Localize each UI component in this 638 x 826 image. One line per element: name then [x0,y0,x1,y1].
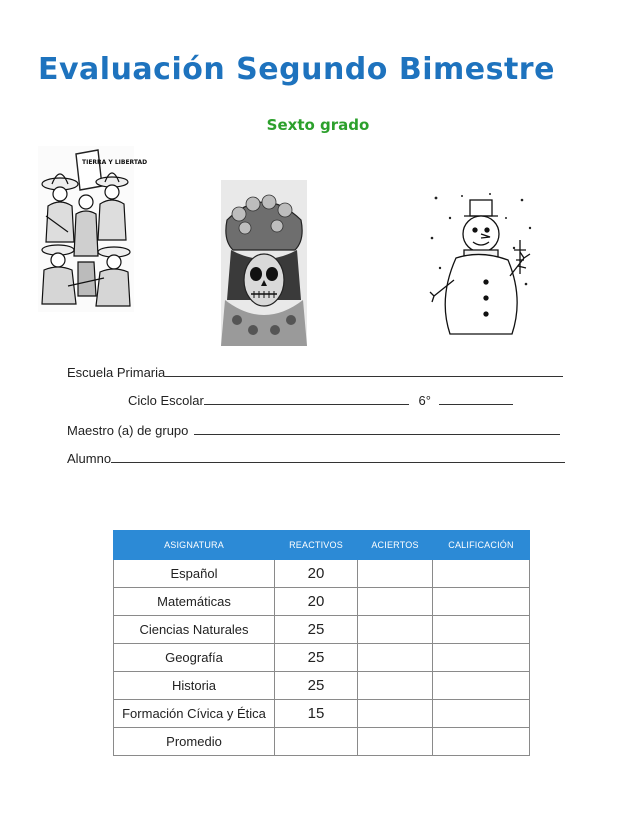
grade-label: 6° [418,393,431,408]
header-grade: CALIFICACIÓN [433,531,530,560]
subject-cell: Geografía [114,644,275,672]
table-header-row [114,531,530,560]
grade-line[interactable] [439,392,513,405]
snowman-illustration [426,188,538,344]
table-row [114,588,530,616]
correct-cell[interactable] [358,644,433,672]
items-cell: 15 [275,700,358,728]
correct-cell[interactable] [358,588,433,616]
header-items: REACTIVOS [275,531,358,560]
grade-cell[interactable] [433,700,530,728]
items-cell: 25 [275,644,358,672]
page-subtitle [0,116,638,134]
page-title: Evaluación Segundo Bimestre [38,52,555,87]
subject-cell: Español [114,560,275,588]
items-cell: 25 [275,616,358,644]
grade-cell[interactable] [433,672,530,700]
table-row [114,560,530,588]
school-field[interactable] [67,364,563,380]
cycle-line[interactable] [204,392,409,405]
teacher-line[interactable] [194,422,560,435]
cycle-label: Ciclo Escolar [128,393,204,408]
correct-cell[interactable] [358,672,433,700]
cycle-field[interactable] [128,392,513,408]
subject-cell: Promedio [114,728,275,756]
table-row [114,672,530,700]
table-row [114,700,530,728]
banner-caption: TIERRA Y LIBERTAD [82,159,148,166]
subject-cell: Matemáticas [114,588,275,616]
header-subject: ASIGNATURA [114,531,275,560]
school-label: Escuela Primaria [67,365,166,380]
catrina-illustration [221,180,307,346]
grades-table [113,530,530,756]
grade-cell[interactable] [433,616,530,644]
grade-cell[interactable] [433,644,530,672]
subtitle-text: Sexto grado [266,116,370,134]
grade-cell[interactable] [433,728,530,756]
school-line[interactable] [165,364,563,377]
subject-cell: Formación Cívica y Ética [114,700,275,728]
teacher-label: Maestro (a) de grupo [67,423,189,438]
student-field[interactable] [67,450,565,466]
correct-cell[interactable] [358,700,433,728]
correct-cell[interactable] [358,728,433,756]
table-row [114,728,530,756]
items-cell: 25 [275,672,358,700]
subject-cell: Ciencias Naturales [114,616,275,644]
items-cell [275,728,358,756]
grade-cell[interactable] [433,560,530,588]
student-line[interactable] [111,450,565,463]
subject-cell: Historia [114,672,275,700]
student-label: Alumno [67,451,112,466]
correct-cell[interactable] [358,560,433,588]
table-row [114,616,530,644]
header-correct: ACIERTOS [358,531,433,560]
items-cell: 20 [275,560,358,588]
revolution-illustration [38,146,148,312]
correct-cell[interactable] [358,616,433,644]
items-cell: 20 [275,588,358,616]
grade-cell[interactable] [433,588,530,616]
table-row [114,644,530,672]
teacher-field[interactable] [67,422,560,438]
